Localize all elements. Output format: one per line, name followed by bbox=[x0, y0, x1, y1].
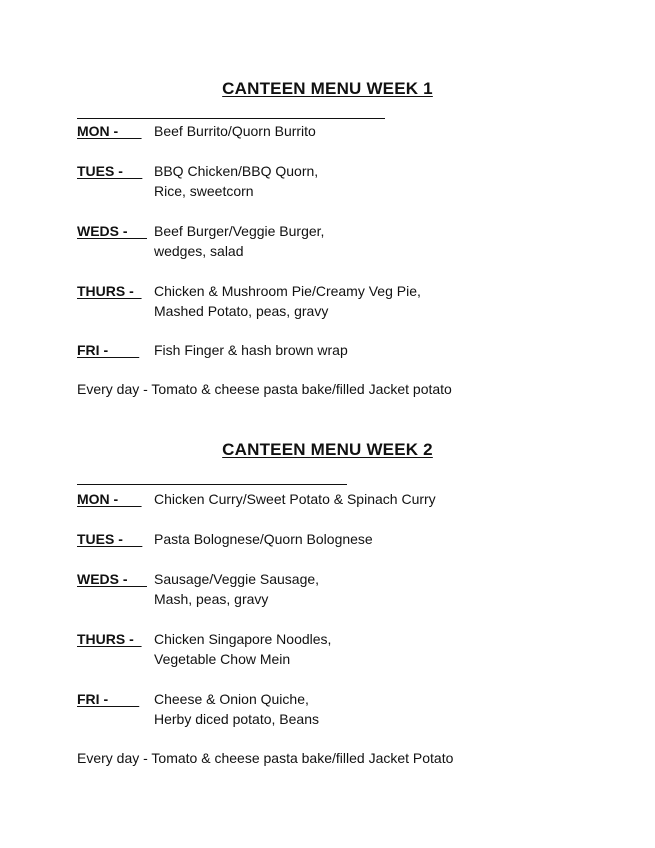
week-2-thurs-dish-line-2: Vegetable Chow Mein bbox=[154, 651, 291, 667]
week-1-thurs-dish-line-1: Chicken & Mushroom Pie/Creamy Veg Pie, bbox=[154, 283, 421, 299]
week-1-tues-label: TUES - bbox=[77, 163, 143, 179]
week-2-thurs-label: THURS - bbox=[77, 631, 142, 647]
week-2-mon-label: MON - bbox=[77, 491, 142, 507]
week-1-weds-label: WEDS - bbox=[77, 223, 147, 239]
week-1-weds-dish-line-1: Beef Burger/Veggie Burger, bbox=[154, 223, 325, 239]
week-2-every-day: Every day - Tomato & cheese pasta bake/filled Jacket Potato bbox=[77, 750, 454, 766]
week-2-fri-dish-line-2: Herby diced potato, Beans bbox=[154, 711, 319, 727]
week-2-title: CANTEEN MENU WEEK 2 bbox=[222, 440, 433, 459]
week-2-weds-label: WEDS - bbox=[77, 571, 147, 587]
week-2-thurs-dish-line-1: Chicken Singapore Noodles, bbox=[154, 631, 332, 647]
week-2-weds-dish-line-2: Mash, peas, gravy bbox=[154, 591, 269, 607]
week-2-weds-dish-line-1: Sausage/Veggie Sausage, bbox=[154, 571, 320, 587]
week-2-mon-dish: Chicken Curry/Sweet Potato & Spinach Curry bbox=[154, 491, 436, 507]
week-1-mon-dish: Beef Burrito/Quorn Burrito bbox=[154, 123, 316, 139]
week-1-fri-label: FRI - bbox=[77, 342, 140, 358]
week-1-thurs-dish-line-2: Mashed Potato, peas, gravy bbox=[154, 303, 329, 319]
week-2-fri-label: FRI - bbox=[77, 691, 140, 707]
week-2-tues-label: TUES - bbox=[77, 531, 143, 547]
week-1-divider bbox=[77, 118, 385, 119]
week-2-fri-dish-line-1: Cheese & Onion Quiche, bbox=[154, 691, 309, 707]
week-2-tues-dish: Pasta Bolognese/Quorn Bolognese bbox=[154, 531, 373, 547]
week-2-divider bbox=[77, 484, 347, 485]
week-1-fri-dish: Fish Finger & hash brown wrap bbox=[154, 342, 348, 358]
week-1-thurs-label: THURS - bbox=[77, 283, 142, 299]
week-1-tues-dish-line-2: Rice, sweetcorn bbox=[154, 183, 254, 199]
week-1-tues-dish-line-1: BBQ Chicken/BBQ Quorn, bbox=[154, 163, 319, 179]
week-1-mon-label: MON - bbox=[77, 123, 142, 139]
week-1-every-day: Every day - Tomato & cheese pasta bake/filled Jacket potato bbox=[77, 381, 452, 397]
week-1-weds-dish-line-2: wedges, salad bbox=[154, 243, 244, 259]
week-1-title: CANTEEN MENU WEEK 1 bbox=[222, 79, 433, 98]
